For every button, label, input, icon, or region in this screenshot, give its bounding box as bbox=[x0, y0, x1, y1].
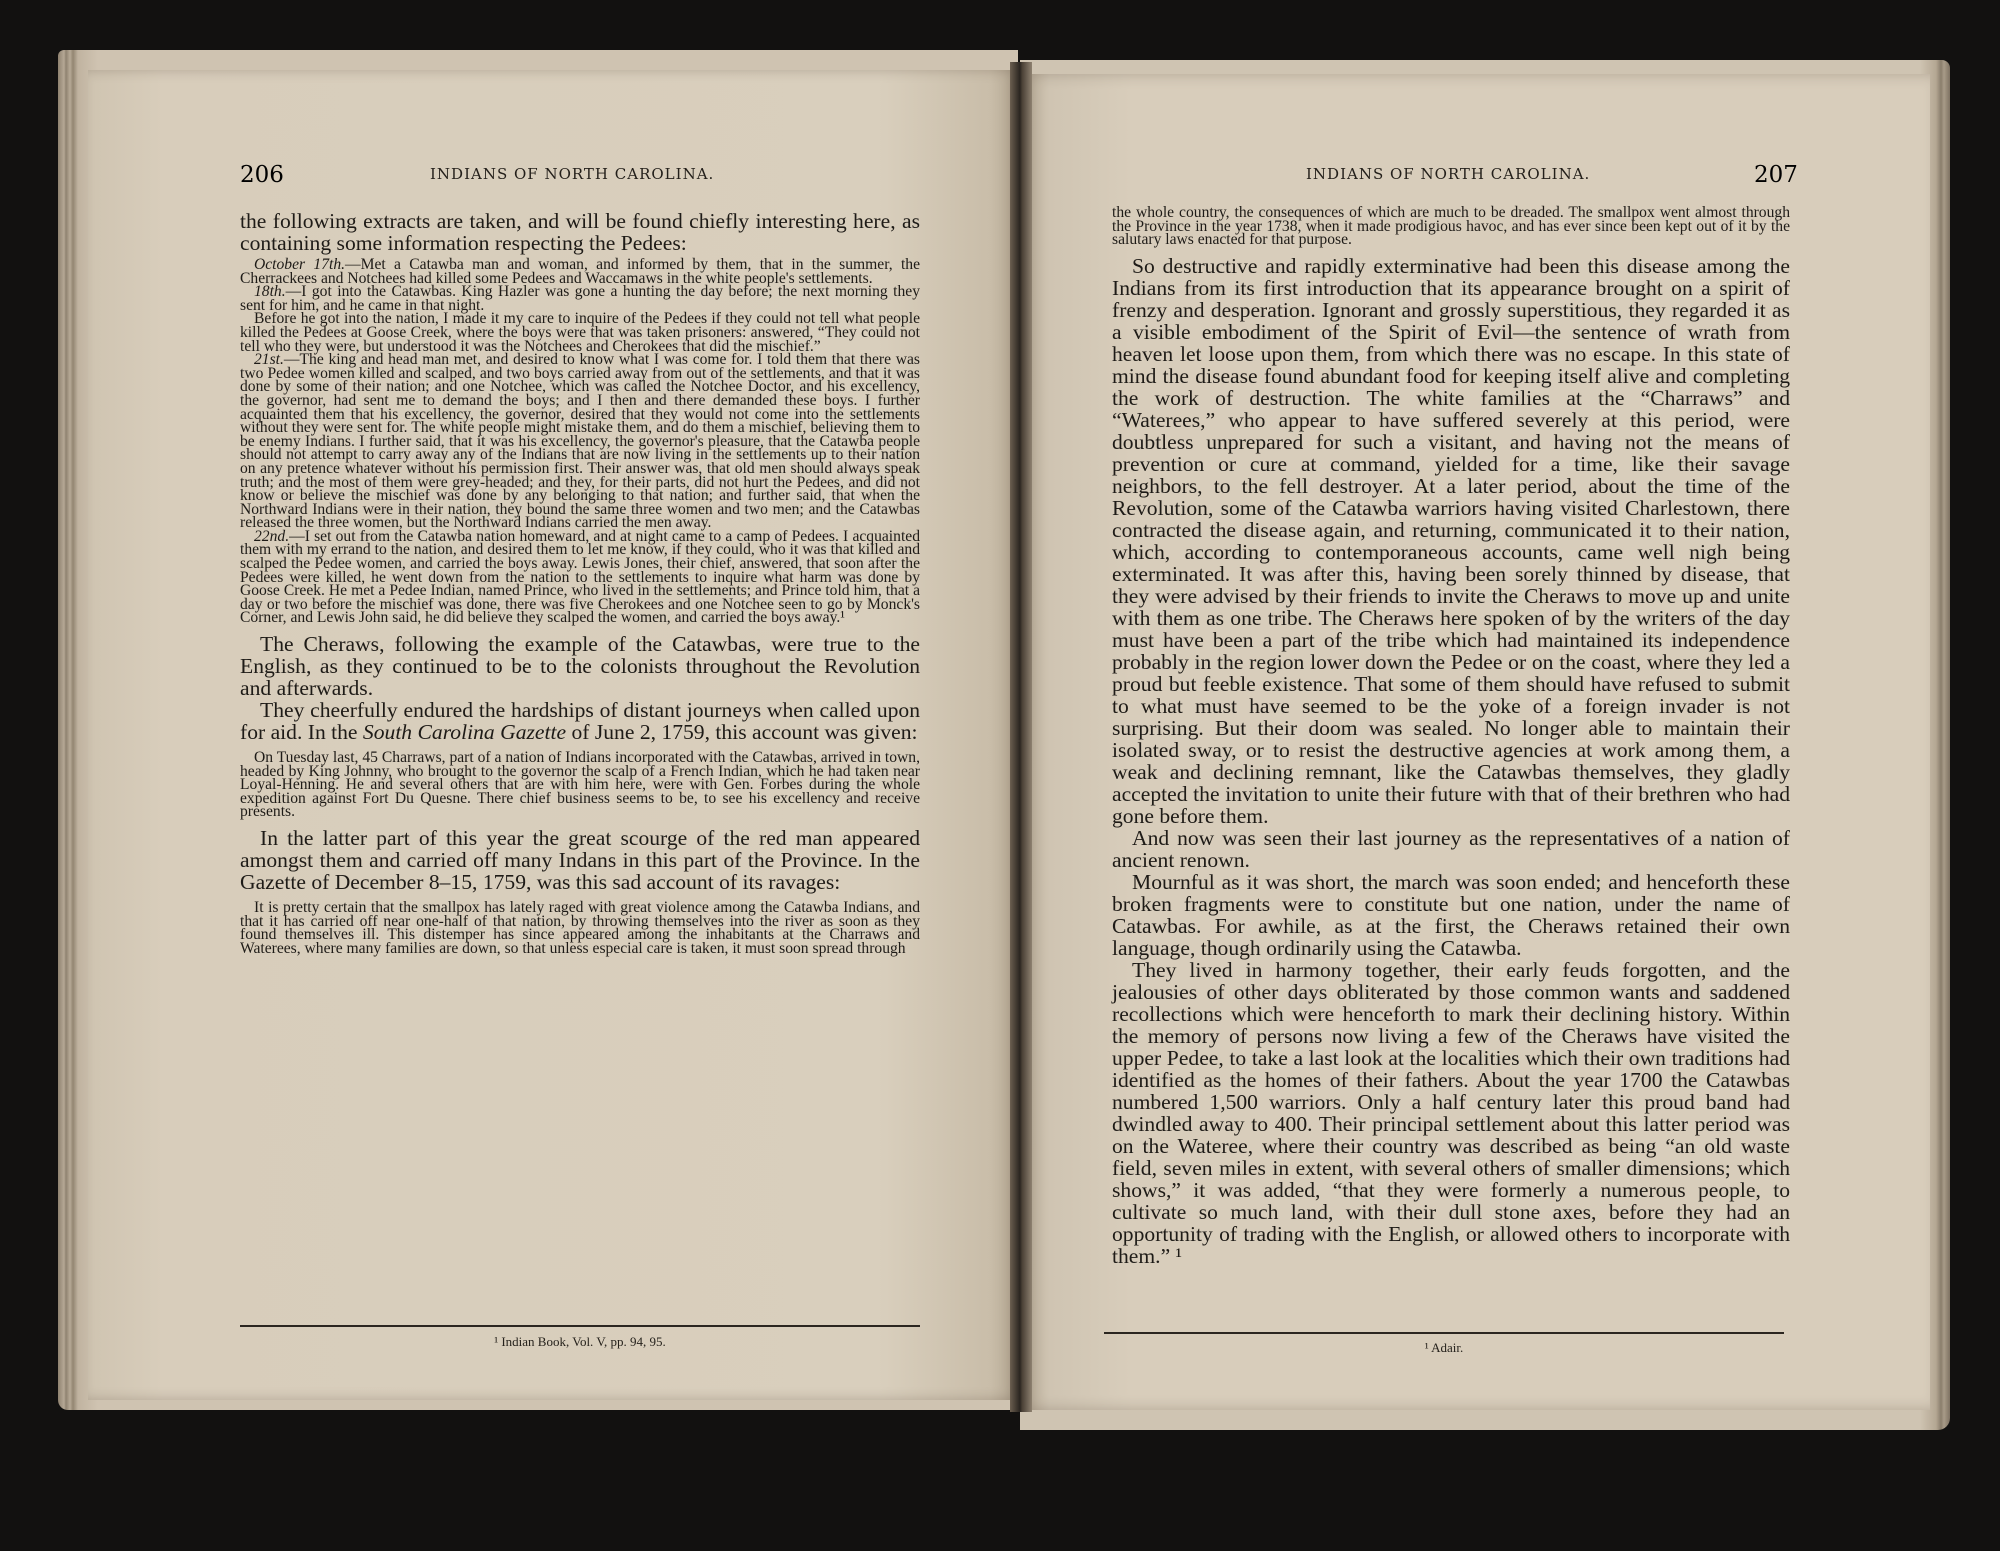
hardships-text-end: of June 2, 1759, this account was given: bbox=[566, 720, 918, 745]
hardships-paragraph bbox=[240, 699, 920, 743]
gazette-quote: On Tuesday last, 45 Charraws, part of a nation of Indians incorporated with the Catawbas, arrived in town, headed by King Johnny, who brought to the governor the scalp of a French Indian, which he had taken near Loyal-Henning. He and several others that are with him here, were with Gen. Forbes during the whole expedition against Fort Du Quesne. There chief business seems to be, to see his excellency and receive presents. bbox=[240, 749, 920, 821]
journal-text: —I got into the Catawbas. King Hazler was gone a hunting the day before; the next morning they sent for him, and he came in that night. bbox=[240, 283, 920, 314]
left-body-text bbox=[240, 210, 920, 955]
left-page-number: 206 bbox=[240, 162, 284, 188]
book-gutter bbox=[1010, 62, 1032, 1412]
journal-text: —I set out from the Catawba nation homeward, and at night came to a camp of Pedees. I acquainted them with my errand to the nation, and desired them to let me know, if they could, who it was that killed and scalped the Pedee women, and carried the boys away. Lewis Jones, their chief, answered, that soon after the Pedees were killed, he went down from the nation to the settlements to inquire what harm was done by Goose Creek. He met a Pedee Indian, named Prince, who lived in the settlements; and Prince told him, that a day or two before the mischief was done, there was five Cherokees and one Notchee seen to go by Monck's Corner, and Lewis John said, he did believe they scalped the women, and carried the boys away.¹ bbox=[240, 527, 920, 627]
right-footnote-rule bbox=[1104, 1332, 1784, 1334]
journal-text: —The king and head man met, and desired to know what I was come for. I told them that there was two Pedee women killed and scalped, and two boys carried away from out of the settlements, and that it was done by some of their nation; and one Notchee, which was called the Notchee Doctor, and his excellency, the governor, had sent me to demand the boys; and I then and there demanded these boys. I further acquainted them that his excellency, the governor, desired that they would not come into the settlements without they were sent for. The white people might mistake them, and do them a mischief, believing them to be enemy Indians. I further said, that it was his excellency, the governor's pleasure, that the Catawba people should not attempt to carry away any of the Indians that are now living in the settlements up to their nation on any pretence whatever without his permission first. Their answer was, that old men should always speak truth; and the most of them were grey-headed; and they, for their parts, did not hurt the Pedees, and did not know or believe the mischief was done by any belonging to that nation; and further said, that when the Northward Indians were in their nation, they bound the same three women and two men; and the Catawbas released the three women, but the Northward Indians carried the men away. bbox=[240, 351, 920, 532]
journal-entry bbox=[240, 527, 920, 627]
right-page-number: 207 bbox=[1754, 162, 1798, 188]
left-footnote: ¹ Indian Book, Vol. V, pp. 94, 95. bbox=[494, 1334, 666, 1349]
left-running-head: INDIANS OF NORTH CAROLINA. bbox=[430, 165, 715, 183]
harmony-paragraph: They lived in harmony together, their early feuds forgotten, and the jealousies of other days obliterated by those common wants and saddened recollections which were henceforth to mark their declining history. Within the memory of persons now living a few of the Cheraws have visited the upper Pedee, to take a last look at the localities which their own traditions had identified as the homes of their fathers. About the year 1700 the Catawbas numbered 1,500 warriors. Only a half century later this proud band had dwindled away to 400. Their principal settlement about this latter period was on the Wateree, where their country was described as being “an old waste field, seven miles in extent, with several others of smaller dimensions; which shows,” it was added, “that they were formerly a numerous people, to cultivate so much land, with their dull stone axes, before they had an opportunity of trading with the English, or allowed others to incorporate with them.” ¹ bbox=[1112, 957, 1790, 1268]
right-footnote: ¹ Adair. bbox=[1424, 1340, 1464, 1355]
destructive-paragraph: So destructive and rapidly exterminative had been this disease among the Indians from its first introduction that its appearance brought on a spirit of frenzy and desperation. Ignorant and grossly superstitious, they regarded it as a visible embodiment of the Spirit of Evil—the sentence of wrath from heaven let loose upon them, from which there was no escape. In this state of mind the disease found abundant food for keeping itself alive and completing the work of destruction. The white families at the “Charraws” and “Waterees,” who appear to have suffered severely at this period, were doubtless unprepared for such a visitant, and having not the means of prevention or cure at command, yielded for a time, like their savage neighbors, to the fell destroyer. At a later period, about the time of the Revolution, some of the Catawba warriors having visited Charlestown, there contracted the disease again, and returning, communicated it to their nation, which, according to contemporaneous accounts, came well nigh being exterminated. It was after this, having been sorely thinned by disease, that they were advised by their friends to invite the Cheraws to move up and unite with them as one tribe. The Cheraws here spoken of by the writers of the day must have been a part of the tribe which had maintained its independence probably in the region lower down the Pedee or on the coast, where they led a proud but feeble existence. That some of them should have refused to submit to what must have seemed to be the yoke of a foreign invader is not surprising. But their doom was sealed. No longer able to maintain their isolated sway, or to resist the destructive agencies at work among them, a weak and declining remnant, like the Catawbas themselves, they gladly accepted the invitation to unite their future with that of their brethren who had gone before them. bbox=[1112, 253, 1790, 828]
journal-text: Before he got into the nation, I made it my care to inquire of the Pedees if they could not tell what people killed the Pedees at Goose Creek, where the boys were that was taken prisoners: answered, “They could not tell who they were, but understood it was the Notchees and Cherokees that did the mischief.” bbox=[240, 310, 920, 355]
scourge-paragraph: In the latter part of this year the great scourge of the red man appeared amongst them and carried off many Indans in this part of the Province. In the Gazette of December 8–15, 1759, was this sad account of its ravages: bbox=[240, 826, 920, 894]
gazette-title: South Carolina Gazette bbox=[362, 720, 567, 745]
right-body-text bbox=[1112, 206, 1790, 1267]
smallpox-quote: It is pretty certain that the smallpox has lately raged with great violence among the Catawba Indians, and that it has carried off near one-half of that nation, by throwing themselves into the river as soon as they found themselves ill. This distemper has since appeared among the inhabitants at the Charraws and Waterees, where many families are down, so that unless especial care is taken, it must soon spread through bbox=[240, 899, 920, 957]
journal-date: 21st. bbox=[254, 351, 284, 369]
last-journey-paragraph: And now was seen their last journey as the representatives of a nation of ancient renown. bbox=[1112, 825, 1790, 872]
smallpox-quote-continued: the whole country, the consequences of which are much to be dreaded. The smallpox went almost through the Province in the year 1738, when it made prodigious havoc, and has ever since been kept out of it by the salutary laws enacted for that purpose. bbox=[1112, 204, 1790, 249]
journal-date: October 17th. bbox=[254, 256, 346, 273]
journal-date: 22nd. bbox=[254, 527, 290, 545]
hardships-text: They cheerfully endured the hardships of distant journeys when called upon for aid. In the bbox=[240, 698, 920, 745]
left-footnote-rule bbox=[240, 1325, 920, 1327]
journal-text: —Met a Catawba man and woman, and informed by them, that in the summer, the Cherrackees and Notchees had killed some Pedees and Waccamaws in the white people's settlements. bbox=[240, 256, 921, 287]
journal-entry bbox=[240, 285, 920, 312]
cheraws-paragraph: The Cheraws, following the example of the Catawbas, were true to the English, as they continued to be to the colonists throughout the Revolution and afterwards. bbox=[240, 632, 920, 701]
right-running-head: INDIANS OF NORTH CAROLINA. bbox=[1306, 165, 1591, 183]
mournful-paragraph: Mournful as it was short, the march was soon ended; and henceforth these broken fragments were to constitute but one nation, under the name of Catawbas. For awhile, as at the first, the Cheraws retained their own language, though ordinarily using the Catawba. bbox=[1112, 869, 1790, 960]
journal-entry bbox=[240, 312, 920, 353]
journal-date: 18th. bbox=[254, 283, 286, 301]
journal-entry bbox=[240, 258, 920, 285]
journal-entry bbox=[240, 353, 920, 530]
intro-paragraph: the following extracts are taken, and will be found chiefly interesting here, as containing some information respecting the Pedees: bbox=[240, 209, 920, 255]
